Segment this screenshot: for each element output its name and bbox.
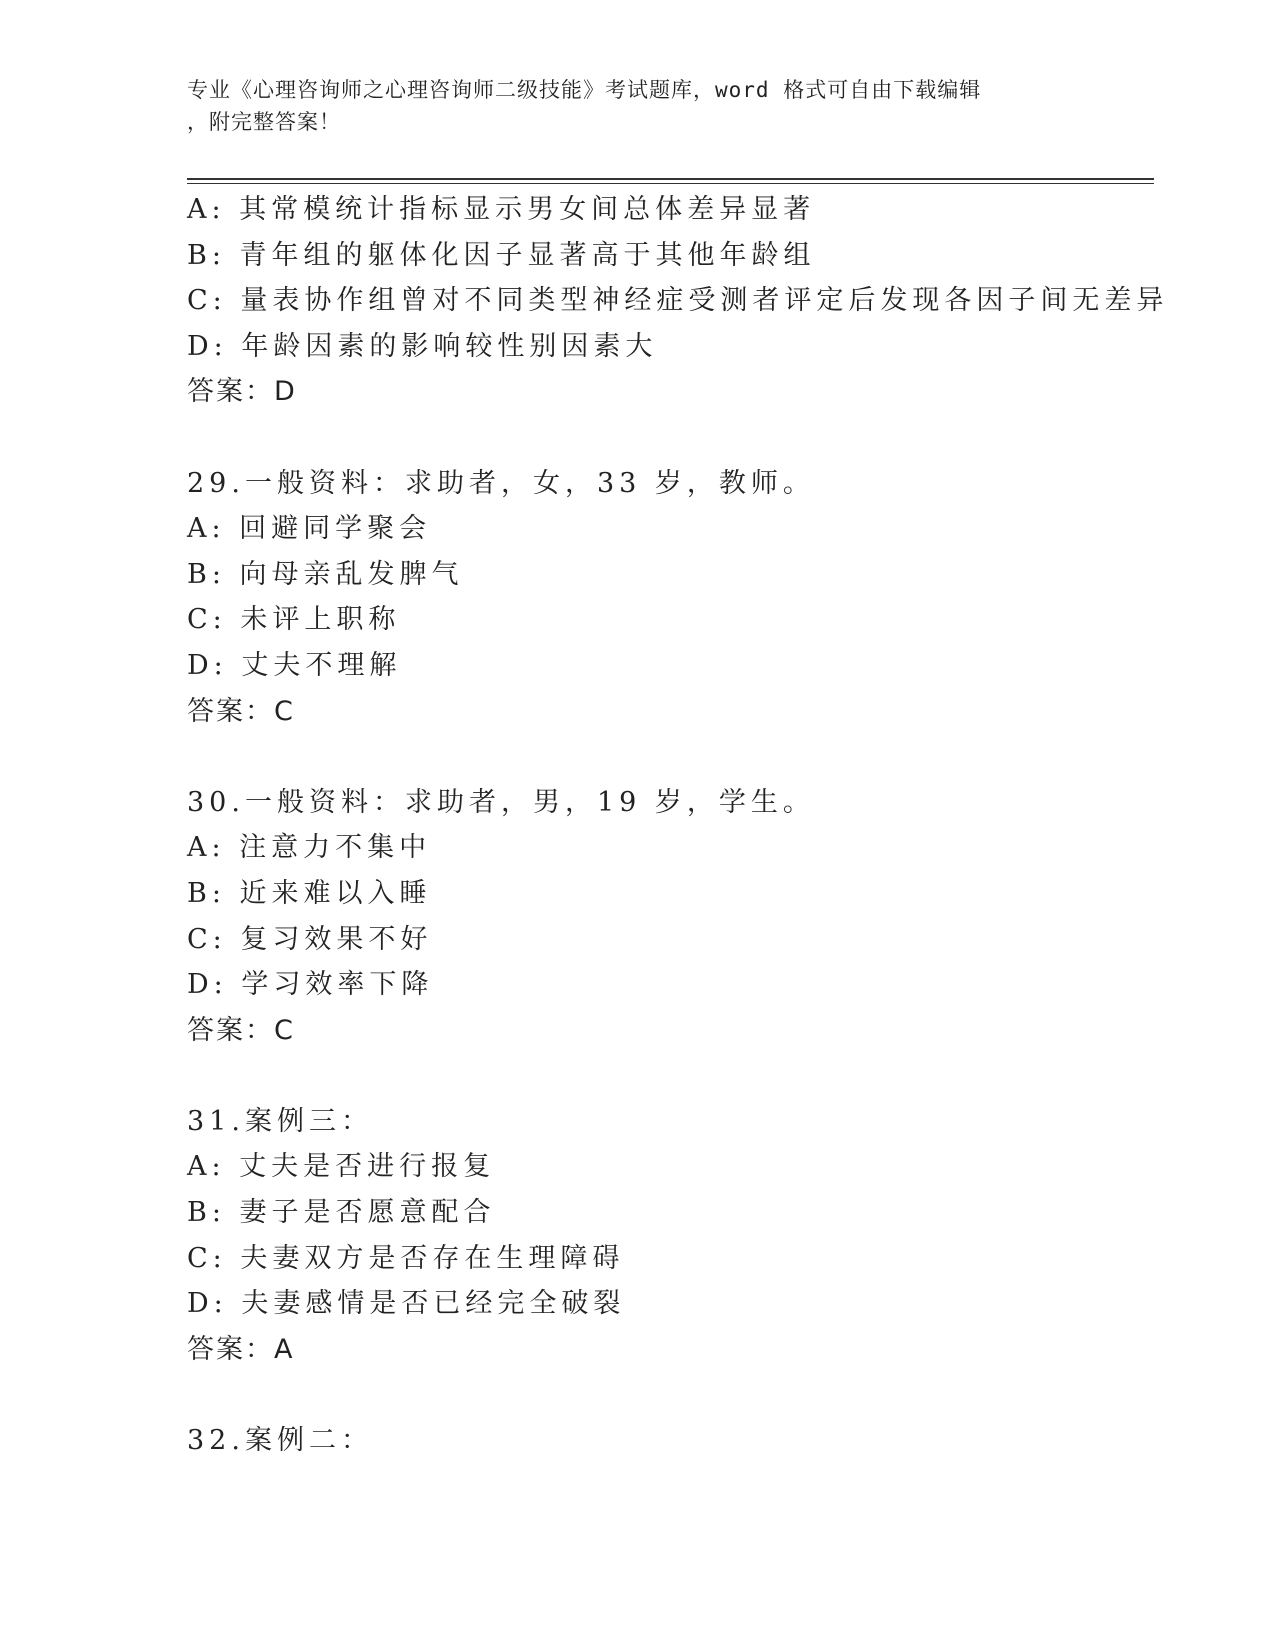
option-b: B: 青年组的躯体化因子显著高于其他年龄组 (187, 239, 816, 271)
option-a: A: 回避同学聚会 (187, 513, 432, 545)
option-c: C: 复习效果不好 (187, 923, 433, 955)
question-stem: 30.一般资料：求助者，男，19 岁，学生。 (187, 786, 815, 818)
question-spacer (187, 1372, 1147, 1418)
question-28-continued (187, 187, 1169, 415)
option-c: C: 量表协作组曾对不同类型神经症受测者评定后发现各因子间无差异 (187, 285, 1169, 317)
question-30 (187, 780, 1147, 1054)
option-c: C: 夫妻双方是否存在生理障碍 (187, 1242, 625, 1274)
option-a: A: 其常模统计指标显示男女间总体差异显著 (187, 194, 816, 225)
question-spacer (187, 1053, 1147, 1099)
question-29 (187, 461, 1147, 735)
header-divider-thick (187, 178, 1154, 180)
answer-line: 答案：A (187, 1333, 295, 1365)
option-d: D: 丈夫不理解 (187, 649, 402, 681)
option-a: A: 注意力不集中 (187, 832, 432, 864)
option-b: B: 妻子是否愿意配合 (187, 1197, 496, 1229)
question-spacer (187, 734, 1147, 780)
option-d: D: 年龄因素的影响较性别因素大 (187, 330, 658, 362)
answer-line: 答案：C (187, 1014, 295, 1046)
question-list (187, 187, 1169, 1464)
option-d: D: 夫妻感情是否已经完全破裂 (187, 1288, 626, 1320)
header-divider-thin (187, 183, 1154, 184)
answer-line: 答案：D (187, 376, 297, 408)
option-c: C: 未评上职称 (187, 604, 401, 636)
question-32 (187, 1418, 1147, 1464)
question-31 (187, 1099, 1147, 1373)
header-title-line-2: ，附完整答案！ (187, 110, 341, 134)
option-b: B: 向母亲乱发脾气 (187, 558, 464, 590)
option-d: D: 学习效率下降 (187, 969, 434, 1001)
question-stem: 31.案例三： (187, 1105, 373, 1137)
question-stem: 32.案例二： (187, 1425, 373, 1457)
page-header (187, 74, 1067, 138)
header-title-line-1: 专业《心理咨询师之心理咨询师二级技能》考试题库，word 格式可自由下载编辑 (187, 78, 982, 102)
question-stem: 29.一般资料：求助者，女，33 岁，教师。 (187, 467, 815, 499)
question-spacer (187, 415, 1147, 461)
option-a: A: 丈夫是否进行报复 (187, 1151, 496, 1183)
option-b: B: 近来难以入睡 (187, 877, 432, 909)
answer-line: 答案：C (187, 695, 295, 727)
